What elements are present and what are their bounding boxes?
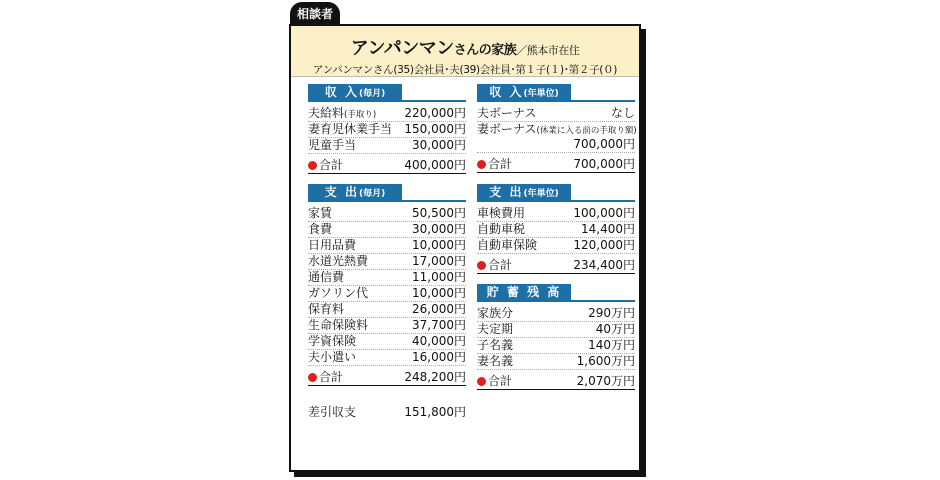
net-balance-label: 差引収支: [308, 405, 357, 419]
section-header: [477, 84, 635, 102]
total-row: 合計 2,070万円: [477, 374, 635, 390]
section-label: 収 入(毎月): [308, 84, 402, 100]
list-item: 車検費用 100,000円: [477, 206, 635, 220]
net-balance-value: 151,800円: [404, 405, 466, 419]
list-item: 子名義 140万円: [477, 338, 635, 352]
section-label: 貯 蓄 残 高: [477, 284, 571, 300]
list-item: 保育料 26,000円: [308, 302, 466, 316]
section-label: 収 入(年単位): [477, 84, 571, 100]
total-row: 合計 234,400円: [477, 258, 635, 274]
income-yearly-section: [477, 84, 635, 173]
list-item: 家賃 50,500円: [308, 206, 466, 220]
total-row: 合計 248,200円: [308, 370, 466, 386]
family-name: アンパンマン: [350, 38, 454, 59]
red-dot-icon: [477, 377, 486, 386]
family-suffix: さんの家族: [453, 43, 517, 58]
family-members: アンパンマンさん(35)会社員･夫(39)会社員･第１子(１)･第２子(０): [312, 64, 618, 76]
section-label: 支 出(毎月): [308, 184, 402, 200]
red-dot-icon: [477, 160, 486, 169]
list-item: 夫給料(手取り) 220,000円: [308, 106, 466, 120]
list-item: 通信費 11,000円: [308, 270, 466, 284]
list-item: 夫ボーナス なし: [477, 106, 635, 120]
net-balance: [308, 403, 466, 420]
savings-section: [477, 284, 635, 390]
list-item: 妻名義 1,600万円: [477, 354, 635, 368]
list-item: 自動車税 14,400円: [477, 222, 635, 236]
list-item: 食費 30,000円: [308, 222, 466, 236]
list-item: 水道光熱費 17,000円: [308, 254, 466, 268]
family-title: [291, 34, 639, 60]
list-item: 生命保険料 37,700円: [308, 318, 466, 332]
section-header: [308, 184, 466, 202]
list-item: 妻ボーナス(休業に入る前の手取り額): [477, 122, 637, 136]
list-item: 700,000円: [477, 137, 635, 153]
section-header: [308, 84, 466, 102]
expense-monthly-section: [308, 184, 466, 386]
family-header: [291, 26, 639, 77]
list-item: 夫小遣い 16,000円: [308, 350, 466, 364]
list-item: 児童手当 30,000円: [308, 138, 466, 152]
red-dot-icon: [477, 261, 486, 270]
list-item: ガソリン代 10,000円: [308, 286, 466, 300]
list-item: 妻育児休業手当 150,000円: [308, 122, 466, 136]
total-row: 合計 700,000円: [477, 157, 635, 173]
consultant-tag: 相談者: [290, 2, 340, 26]
total-row: 合計 400,000円: [308, 158, 466, 174]
section-header: [477, 284, 635, 302]
section-label: 支 出(年単位): [477, 184, 571, 200]
list-item: 夫定期 40万円: [477, 322, 635, 336]
section-header: [477, 184, 635, 202]
list-item: 自動車保険 120,000円: [477, 238, 635, 252]
list-item: 日用品費 10,000円: [308, 238, 466, 252]
list-item: 家族分 290万円: [477, 306, 635, 320]
red-dot-icon: [308, 161, 317, 170]
income-monthly-section: [308, 84, 466, 174]
expense-yearly-section: [477, 184, 635, 274]
household-budget-card: [289, 24, 641, 472]
family-location: ／熊本市在住: [516, 44, 580, 57]
list-item: 学資保険 40,000円: [308, 334, 466, 348]
red-dot-icon: [308, 373, 317, 382]
